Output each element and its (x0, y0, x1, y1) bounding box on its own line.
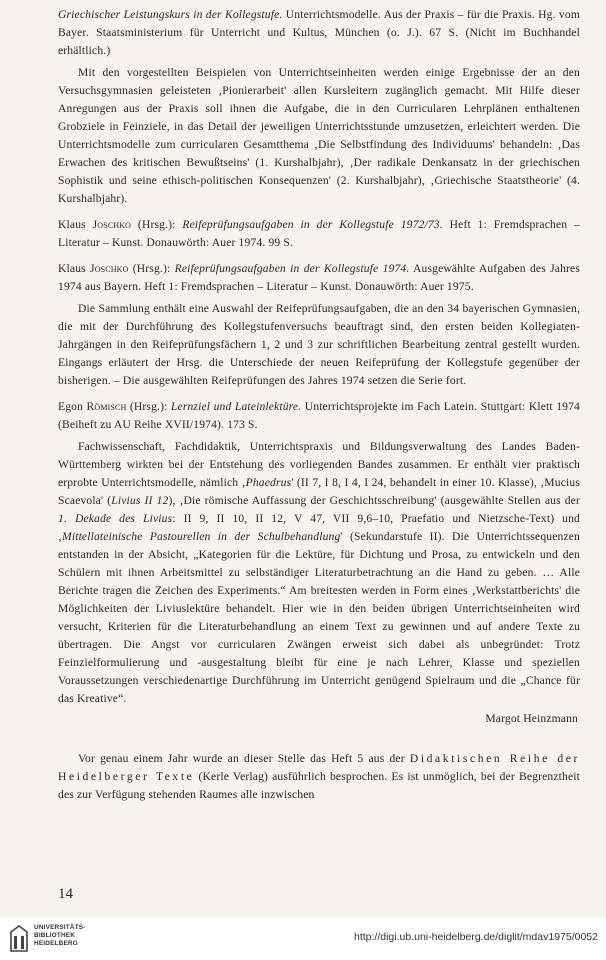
entry2-citation (58, 216, 580, 252)
entry3-bib: Ausgewählte Aufgaben des Jahres 1974 aus Bayern. Heft 1: Fremdsprachen – Literatur – Kunst. Donauwörth: Auer 1975. (58, 262, 580, 293)
entry2-role: (Hrsg.): (131, 218, 183, 231)
entry4-review-part: ), ‚Die römische Auffassung der Geschichtsschreibung' (ausgewählte Stellen aus der (168, 494, 580, 507)
entry4-review-part: ' (Sekundarstufe II). Die Unterrichtssequenzen entstanden in der Absicht, „Kategorien für die Lektüre, für Dichtung und Prosa, zu entwickeln und den Schülern mit ihnen Arbeitsmittel zu selbständiger Literaturbetrachtung an die Hand zu geben. … Alle Berichte tragen die Zeichen des Experiments.“ Am breitesten werden in Form eines ‚Werkstattberichts' die Möglichkeiten der Liviuslektüre behandelt. Hier wie in den beiden übrigen Unterrichtseinheiten wird versucht, Kriterien für die Literaturbehandlung an einem Text zu gewinnen und auf andere Texte zu übertragen. Die Angst vor curricularen Zwängen erweist sich dabei als unbegründet: Trotz Feinzielformulierung und -ausgestaltung bleibt für eine je nach Lehrer, Klasse und speziellen Voraussetzungen verschiedenartige Durchführung im Unterricht genügend Spielraum und die „Chance für das Kreative“. (58, 530, 580, 705)
closing-part: (Kerle Verlag) ausführlich besprochen. Es ist unmöglich, bei der Begrenztheit des zur Verfügung stehenden Raumes alle inzwischen (58, 770, 580, 801)
entry4-review-italic: 1. Dekade des Livius (58, 512, 173, 525)
entry4-review-italic: Livius II 12 (111, 494, 169, 507)
entry4-last: Römisch (86, 400, 127, 413)
library-line: BIBLIOTHEK (34, 932, 76, 939)
footer-bar (0, 918, 606, 960)
entry4-title: Lernziel und Lateinlektüre. (170, 400, 302, 413)
source-url-link[interactable]: http://digi.ub.uni-heidelberg.de/diglit/mdav1975/0052 (353, 931, 598, 943)
entry4-review-italic: Mittellateinische Pastourellen in der Schulbehandlung (62, 530, 341, 543)
entry3-review: Die Sammlung enthält eine Auswahl der Reifeprüfungsaufgaben, die an den 34 bayerischen Gymnasien, die mit der Durchführung des Kollegstufenversuchs beauftragt sind, den ersten beiden Kollegiaten-Jahrgängen in den Reifeprüfungsfächern 1, 2 und 3 zur schriftlichen Bearbeitung zentral gestellt wurden. Eingangs erläutert der Hrsg. die Unterschiede der neuen Reifeprüfung der Kollegstufe gegenüber der bisherigen. – Die ausgewählten Reifeprüfungen des Jahres 1974 setzen die Serie fort. (58, 302, 580, 387)
entry4-review-part: Fachwissenschaft, Fachdidaktik, Unterrichtspraxis und Bildungsverwaltung des Landes Baden-Württemberg wirkten bei der Entstehung des vorliegenden Bandes zusammen. Er enthält vier praktisch erprobte Unterrichtsmodelle, nämlich ‚ (58, 440, 580, 489)
entry4-bib: Unterrichtsprojekte im Fach Latein. Stuttgart: Klett 1974 (Beiheft zu AU Reihe XVII/1974). 173 S. (58, 400, 580, 431)
library-logo-icon (8, 924, 30, 954)
closing-paragraph (58, 750, 580, 804)
library-line: UNIVERSITÄTS- (34, 924, 86, 931)
entry3-last: Joschko (90, 262, 129, 275)
entry4-review-part: ' (II 7, I 8, I 4, I 24, behandelt in einer 10. Klasse), ‚Mucius Scaevola' ( (58, 476, 580, 507)
entry3-role: (Hrsg.): (128, 262, 175, 275)
entry3-first: Klaus (58, 262, 91, 275)
page-text (58, 0, 580, 804)
entry2-title: Reifeprüfungsaufgaben in der Kollegstufe 1972/73. (182, 218, 443, 231)
entry1-citation (58, 6, 580, 60)
entry4-review-italic: Phaedrus (245, 476, 292, 489)
entry4-review (58, 438, 580, 708)
page-number: 14 (58, 886, 73, 902)
entry4-review-part: : II 9, II 10, II 12, V 47, VII 9,6–10, Praefatio und Nietzsche-Text) und ‚ (58, 512, 580, 543)
entry1-review: Mit den vorgestellten Beispielen von Unterrichtseinheiten werden einige Ergebnisse der an den Versuchsgymnasien geleisteten ‚Pionierarbeit' allen Kursleitern zugänglich gemacht. Mit Hilfe dieser Anregungen aus der Praxis soll ihnen die Aufgabe, die in den Curricularen Lehrplänen enthaltenen Grobziele in Feinziele, in das Detail der jeweiligen Unterrichtsstunde umzusetzen, erleichtert werden. Die Unterrichtsmodelle zum curricularen Gesamtthema ‚Die Selbstfindung des Individuums' behandeln: ‚Das Erwachen des kritischen Bewußtseins' (1. Kurshalbjahr), ‚Der radikale Denkansatz in der griechischen Sophistik und seine ethisch-politischen Konsequenzen' (2. Kurshalbjahr), ‚Griechische Staatstheorie' (4. Kurshalbjahr). (58, 66, 580, 205)
entry4-citation (58, 398, 580, 434)
entry4-first: Egon (58, 400, 87, 413)
entry1-bib: Unterrichtsmodelle. Aus der Praxis – für die Praxis. Hg. vom Bayer. Staatsministerium für Unterricht und Kultus, München (o. J.). 67 S. (Nicht im Buchhandel erhältlich.) (58, 8, 580, 57)
entry2-last: Joschko (92, 218, 132, 231)
entry3-citation (58, 260, 580, 296)
entry1-title: Griechischer Leistungskurs in der Kollegstufe. (58, 8, 283, 21)
closing-spaced-title: Didaktischen Reihe der Heidelberger Texte (58, 752, 580, 783)
library-name (34, 924, 86, 948)
entry2-bib: Heft 1: Fremdsprachen – Literatur – Kunst. Donauwörth: Auer 1974. 99 S. (58, 218, 580, 249)
entry4-role: (Hrsg.): (126, 400, 171, 413)
reviewer-signature: Margot Heinzmann (485, 712, 578, 725)
entry2-first: Klaus (58, 218, 93, 231)
library-line: HEIDELBERG (34, 940, 78, 947)
closing-part: Vor genau einem Jahr wurde an dieser Stelle das Heft 5 aus der (78, 752, 410, 765)
entry3-title: Reifeprüfungsaufgaben in der Kollegstufe 1974. (174, 262, 410, 275)
